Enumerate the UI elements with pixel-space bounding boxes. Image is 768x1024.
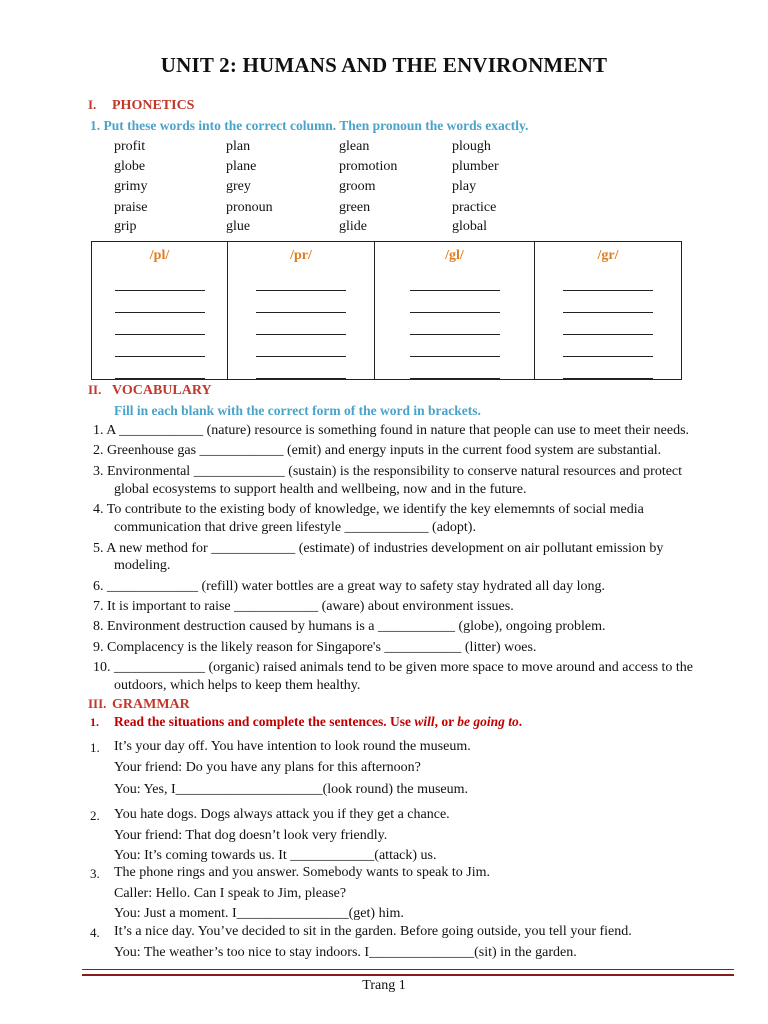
instruction-text: . <box>518 714 523 729</box>
list-item <box>93 579 605 595</box>
dialogue-line: Your friend: Do you have any plans for this afternoon? <box>114 760 421 775</box>
situation-line: It’s a nice day. You’ve decided to sit in the garden. Before going outside, you tell your fiend. <box>114 924 632 939</box>
word: praise <box>114 200 148 215</box>
column-header: /gl/ <box>445 248 464 263</box>
instruction-keyword: be going to <box>457 714 519 729</box>
item-number: 1. <box>90 740 100 755</box>
item-number: 3. <box>93 464 104 479</box>
item-number: 4. <box>93 502 104 517</box>
item-number: 6. <box>93 579 104 594</box>
list-item <box>93 640 536 656</box>
answer-line[interactable]: You: Just a moment. I________________(get) him. <box>114 906 404 921</box>
phonetics-instruction: 1. Put these words into the correct column. Then pronoun the words exactly. <box>90 118 529 133</box>
item-text: It is important to raise ____________ (aware) about environment issues. <box>107 599 514 614</box>
item-text: Environment destruction caused by humans is a ___________ (globe), ongoing problem. <box>107 619 606 634</box>
word: glean <box>339 139 370 154</box>
item-text: A ____________ (nature) resource is something found in nature that people can use to meet their needs. <box>106 423 690 438</box>
answer-blank[interactable] <box>563 269 653 291</box>
answer-line[interactable]: You: Yes, I_____________________(look round) the museum. <box>114 782 469 797</box>
item-number: 4. <box>90 925 100 940</box>
word: play <box>452 179 477 194</box>
instruction-text: , or <box>434 714 458 729</box>
item-text: A new method for ____________ (estimate) of industries development on air pollutant emission by <box>106 541 664 556</box>
item-continuation: outdoors, which helps to keep them healthy. <box>114 678 361 693</box>
word: glue <box>226 219 251 234</box>
column-gr <box>535 242 682 380</box>
column-pr <box>228 242 375 380</box>
list-item <box>93 541 663 557</box>
column-header: /pl/ <box>149 248 170 263</box>
word: grip <box>114 219 137 234</box>
list-item <box>93 599 514 615</box>
item-number: 2. <box>90 808 100 823</box>
answer-blank[interactable] <box>256 313 346 335</box>
word: grimy <box>114 179 148 194</box>
word: plough <box>452 139 491 154</box>
dialogue-line: Your friend: That dog doesn’t look very friendly. <box>114 828 388 843</box>
item-continuation: global ecosystems to support health and wellbeing, now and in the future. <box>114 482 527 497</box>
answer-blank[interactable] <box>256 335 346 357</box>
grammar-instruction <box>90 714 522 730</box>
item-text: Greenhouse gas ____________ (emit) and energy inputs in the current food system are substantial. <box>107 443 662 458</box>
word: plumber <box>452 159 499 174</box>
answer-blank[interactable] <box>563 291 653 313</box>
column-gl <box>375 242 535 380</box>
instruction-keyword: will <box>414 714 435 729</box>
answer-blank[interactable] <box>256 357 346 379</box>
item-number: 7. <box>93 599 104 614</box>
item-number: 2. <box>93 443 104 458</box>
item-number: 1. <box>93 423 104 438</box>
item-continuation: communication that drive green lifestyle ____________ (adopt). <box>114 520 476 535</box>
item-number: 3. <box>90 866 100 881</box>
list-item <box>93 423 689 439</box>
answer-blank[interactable] <box>256 269 346 291</box>
item-text: To contribute to the existing body of knowledge, we identify the key elememnts of social media <box>106 502 644 517</box>
word: global <box>452 219 487 234</box>
phonetics-table <box>91 241 682 380</box>
section-title: VOCABULARY <box>112 383 212 398</box>
item-text: _____________ (organic) raised animals tend to be given more space to move around and access to the <box>114 660 694 675</box>
answer-line[interactable]: You: It’s coming towards us. It ____________(attack) us. <box>114 848 437 863</box>
word: groom <box>339 179 376 194</box>
word: pronoun <box>226 200 273 215</box>
column-pl <box>92 242 228 380</box>
item-text: Complacency is the likely reason for Singapore's ___________ (litter) woes. <box>107 640 537 655</box>
vocabulary-instruction: Fill in each blank with the correct form of the word in brackets. <box>114 403 481 418</box>
item-number: 8. <box>93 619 104 634</box>
answer-blank[interactable] <box>410 313 500 335</box>
section-title: PHONETICS <box>112 98 195 113</box>
item-text: _____________ (refill) water bottles are a great way to safety stay hydrated all day long. <box>107 579 606 594</box>
section-number: III. <box>88 696 107 711</box>
list-item <box>93 619 605 635</box>
section-phonetics-heading <box>88 97 194 114</box>
situation-line: The phone rings and you answer. Somebody wants to speak to Jim. <box>114 865 491 880</box>
word: promotion <box>339 159 398 174</box>
item-continuation: modeling. <box>114 558 171 573</box>
answer-blank[interactable] <box>563 357 653 379</box>
answer-line[interactable]: You: The weather’s too nice to stay indoors. I_______________(sit) in the garden. <box>114 945 577 960</box>
page-title: UNIT 2: HUMANS AND THE ENVIRONMENT <box>160 53 608 77</box>
word: plan <box>226 139 251 154</box>
answer-blank[interactable] <box>115 335 205 357</box>
column-header: /pr/ <box>290 248 312 263</box>
page-number: Trang 1 <box>362 978 406 993</box>
section-grammar-heading <box>88 696 190 713</box>
word: grey <box>226 179 251 194</box>
answer-blank[interactable] <box>410 291 500 313</box>
item-number: 9. <box>93 640 104 655</box>
answer-blank[interactable] <box>115 357 205 379</box>
list-item <box>93 502 644 518</box>
footer-divider <box>82 969 734 976</box>
situation-line: You hate dogs. Dogs always attack you if they get a chance. <box>114 807 450 822</box>
item-text: Environmental _____________ (sustain) is the responsibility to conserve natural resources and protect <box>107 464 683 479</box>
answer-blank[interactable] <box>563 313 653 335</box>
answer-blank[interactable] <box>410 269 500 291</box>
list-item <box>93 464 682 480</box>
answer-blank[interactable] <box>256 291 346 313</box>
instruction-text: Read the situations and complete the sentences. Use <box>114 714 415 729</box>
answer-blank[interactable] <box>410 335 500 357</box>
dialogue-line: Caller: Hello. Can I speak to Jim, please? <box>114 886 347 901</box>
word: plane <box>226 159 257 174</box>
item-number: 10. <box>93 660 111 675</box>
list-item <box>93 660 693 676</box>
answer-blank[interactable] <box>115 291 205 313</box>
word: practice <box>452 200 497 215</box>
word: profit <box>114 139 146 154</box>
section-title: GRAMMAR <box>112 697 190 712</box>
answer-blank[interactable] <box>115 313 205 335</box>
situation-line: It’s your day off. You have intention to look round the museum. <box>114 739 471 754</box>
word: glide <box>339 219 367 234</box>
column-header: /gr/ <box>597 248 619 263</box>
word: green <box>339 200 371 215</box>
list-item <box>93 443 661 459</box>
section-vocabulary-heading <box>88 382 212 399</box>
answer-blank[interactable] <box>115 269 205 291</box>
answer-blank[interactable] <box>410 357 500 379</box>
section-number: I. <box>88 97 97 112</box>
item-number: 5. <box>93 541 104 556</box>
instruction-number: 1. <box>90 715 99 729</box>
answer-blank[interactable] <box>563 335 653 357</box>
section-number: II. <box>88 382 102 397</box>
word: globe <box>114 159 146 174</box>
